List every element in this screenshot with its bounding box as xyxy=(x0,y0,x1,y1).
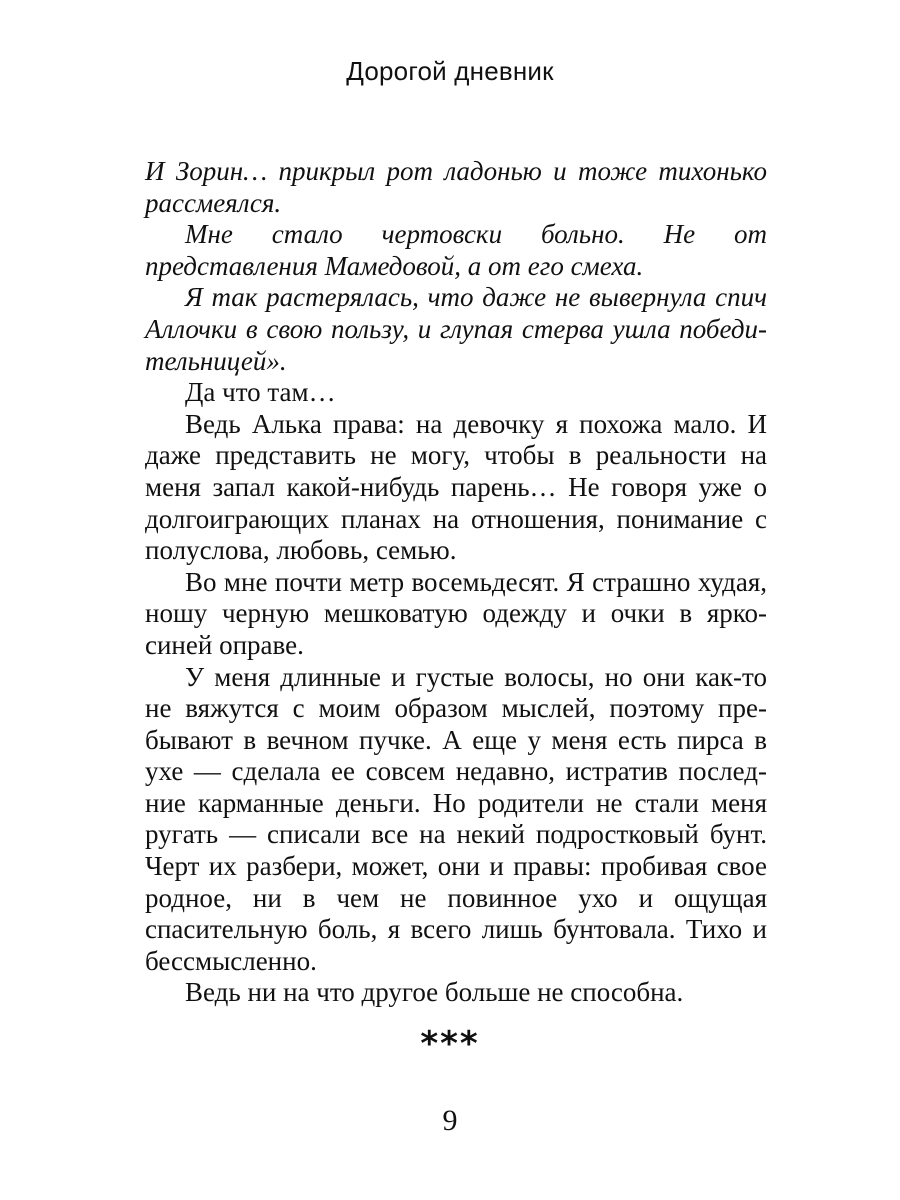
paragraph: Ведь Алька права: на девочку я похожа мало. И даже представить не могу, чтобы в реальности на меня запал какой-нибудь парень… Не говоря уже о долгоиграющих планах на отношения, понимание с полуслова, любовь, семью. xyxy=(145,408,767,566)
paragraph-italic: Мне стало чертовски больно. Не от представления Мамедовой, а от его смеха. xyxy=(145,219,767,281)
section-separator: *** xyxy=(420,1024,480,1064)
paragraph-italic: Я так растерялась, что даже не вывернула спич Аллочки в свою пользу, и глупая стерва ушла победительницей». xyxy=(145,282,767,376)
running-title: Дорогой дневник xyxy=(346,56,554,86)
paragraph: У меня длинные и густые волосы, но они как-то не вяжутся с моим образом мыслей, поэтому пребывают в вечном пучке. А еще у меня есть пирса в ухе — сделала ее совсем недавно, истратив последние карманные деньги. Но родители не стали меня ругать — списали все на некий подростковый бунт. Черт их разбери, может, они и правы: пробивая свое родное, ни в чем не повинное ухо и ощущая спасительную боль, я всего лишь бунтовала. Тихо и бессмысленно. xyxy=(145,661,767,976)
paragraph: Да что там… xyxy=(185,377,336,408)
paragraph-italic: И Зорин… прикрыл рот ладонью и тоже тихонько рассмеялся. xyxy=(145,156,767,218)
paragraph: Ведь ни на что другое больше не способна. xyxy=(185,977,684,1008)
page-number: 9 xyxy=(442,1104,458,1137)
body-text xyxy=(145,156,767,1009)
paragraph: Во мне почти метр восемьдесят. Я страшно худая, ношу черную мешковатую одежду и очки в ярко-синей оправе. xyxy=(145,566,767,660)
